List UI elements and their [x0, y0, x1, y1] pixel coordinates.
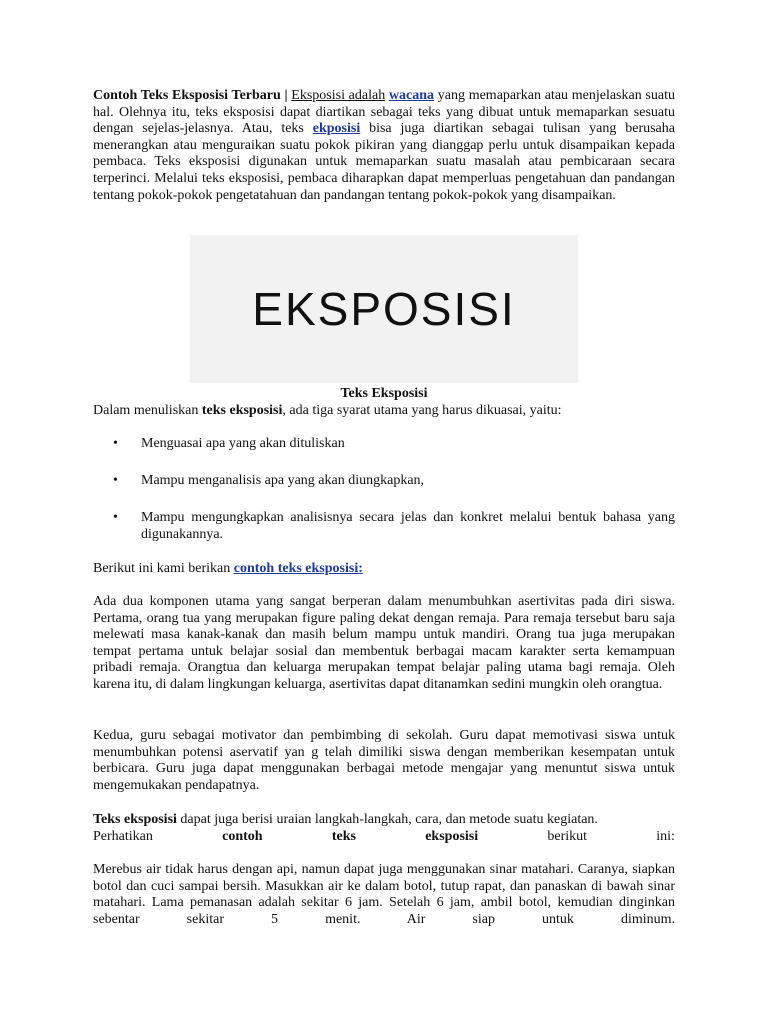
requirements-list — [93, 473, 675, 490]
intro-title: Contoh Teks Eksposisi Terbaru | — [93, 88, 288, 103]
final-section — [93, 862, 675, 928]
steps-lead — [93, 812, 675, 829]
paragraph-2: Kedua, guru sebagai motivator dan pembimbing di sekolah. Guru dapat memotivasi siswa untuk menumbuhkan potensi aservatif yan g telah dimiliki siswa dengan memberikan kesempatan untuk berbicara. Guru juga dapat menggunakan berbagai metode mengajar yang menuntut siswa untuk mengemukakan pendapatnya. — [93, 728, 675, 793]
lead-bold: teks eksposisi — [201, 403, 283, 418]
bullet-icon: • — [113, 510, 118, 525]
word: Perhatikan — [93, 828, 153, 844]
link-wacana[interactable]: wacana — [388, 88, 435, 103]
requirements-lead — [93, 403, 675, 420]
word-bold: teks — [331, 828, 356, 844]
word-bold: contoh — [222, 828, 263, 844]
list-item-text: Mampu menganalisis apa yang akan diungkapkan, — [141, 473, 425, 488]
example-intro-text: Berikut ini kami berikan — [93, 561, 234, 576]
intro-text-1: yang memaparkan atau menjelaskan suatu hal. Olehnya itu, teks eksposisi dapat diartikan sebagai teks yang dibuat untuk memaparkan sesuatu dengan sejelas-jelasnya. Atau, teks — [93, 88, 675, 137]
steps-section — [93, 812, 675, 845]
steps-lead-bold: Teks eksposisi — [93, 812, 177, 827]
intro-section — [93, 88, 675, 204]
lead-post: , ada tiga syarat utama yang harus dikuasai, yaitu: — [282, 403, 562, 418]
requirements-list — [93, 436, 675, 453]
word-bold: eksposisi — [425, 828, 479, 844]
bullet-icon: • — [113, 436, 118, 451]
bullet-icon: • — [113, 473, 118, 488]
example-intro-section — [93, 561, 675, 578]
definition-phrase: Eksposisi adalah — [291, 88, 386, 103]
intro-paragraph — [93, 88, 675, 204]
steps-lead-rest: dapat juga berisi uraian langkah-langkah, cara, dan metode suatu kegiatan. — [176, 812, 598, 827]
figure-word: EKSPOSISI — [252, 283, 516, 335]
paragraph-2-section — [93, 728, 675, 794]
word: berikut — [547, 828, 588, 844]
link-ekposisi[interactable]: ekposisi — [312, 121, 361, 137]
eksposisi-image — [190, 235, 578, 383]
lead-pre: Dalam menuliskan — [93, 403, 202, 418]
list-item — [93, 436, 675, 453]
link-contoh-teks-eksposisi[interactable]: contoh teks eksposisi: — [233, 561, 363, 576]
final-paragraph: Merebus air tidak harus dengan api, namun dapat juga menggunakan sinar matahari. Caranya, siapkan botol dan cuci sampai bersih. Masukkan air ke dalam botol, tutup rapat, dan panaskan di bawah sinar matahari. Lama pemanasan adalah sekitar 6 jam. Setelah 6 jam, ambil botol, kemudian dinginkan sebentar sekitar 5 menit. Air siap untuk diminum. — [93, 862, 675, 927]
example-intro — [93, 561, 675, 578]
steps-line-2 — [93, 829, 675, 846]
word: ini: — [656, 828, 675, 844]
paragraph-1: Ada dua komponen utama yang sangat berperan dalam menumbuhkan asertivitas pada diri siswa. Pertama, orang tua yang merupakan figure paling dekat dengan remaja. Para remaja tersebut baru saja melewati masa kanak-kanak dan masih belum mampu untuk mandiri. Orang tua juga merupakan tempat pertama untuk belajar sosial dan membentuk berbagai macam karakter serta kemampuan pribadi remaja. Orangtua dan keluarga merupakan tempat belajar paling utama bagi remaja. Oleh karena itu, di dalam lingkungan keluarga, asertivitas dapat ditanamkan sedini mungkin oleh orangtua. — [93, 594, 675, 692]
list-item-text: Mampu mengungkapkan analisisnya secara jelas dan konkret melalui bentuk bahasa yang digunakannya. — [141, 510, 675, 542]
figure-caption: Teks Eksposisi — [340, 386, 428, 401]
requirements-section — [93, 403, 675, 420]
list-item — [93, 510, 675, 543]
intro-text-2: bisa juga diartikan sebagai tulisan yang berusaha menerangkan atau menguraikan suatu pokok pikiran yang dianggap perlu untuk disampaikan kepada pembaca. Teks eksposisi digunakan untuk memaparkan suatu masalah atau pembicaraan secara terperinci. Melalui teks eksposisi, pembaca diharapkan dapat memperluas pengetahuan dan pandangan tentang pokok-pokok pengetatahuan dan pandangan tentang pokok-pokok yang disampaikan. — [93, 121, 675, 203]
requirements-list — [93, 510, 675, 543]
list-item-text: Menguasai apa yang akan dituliskan — [141, 436, 345, 451]
paragraph-1-section — [93, 594, 675, 694]
list-item — [93, 473, 675, 490]
